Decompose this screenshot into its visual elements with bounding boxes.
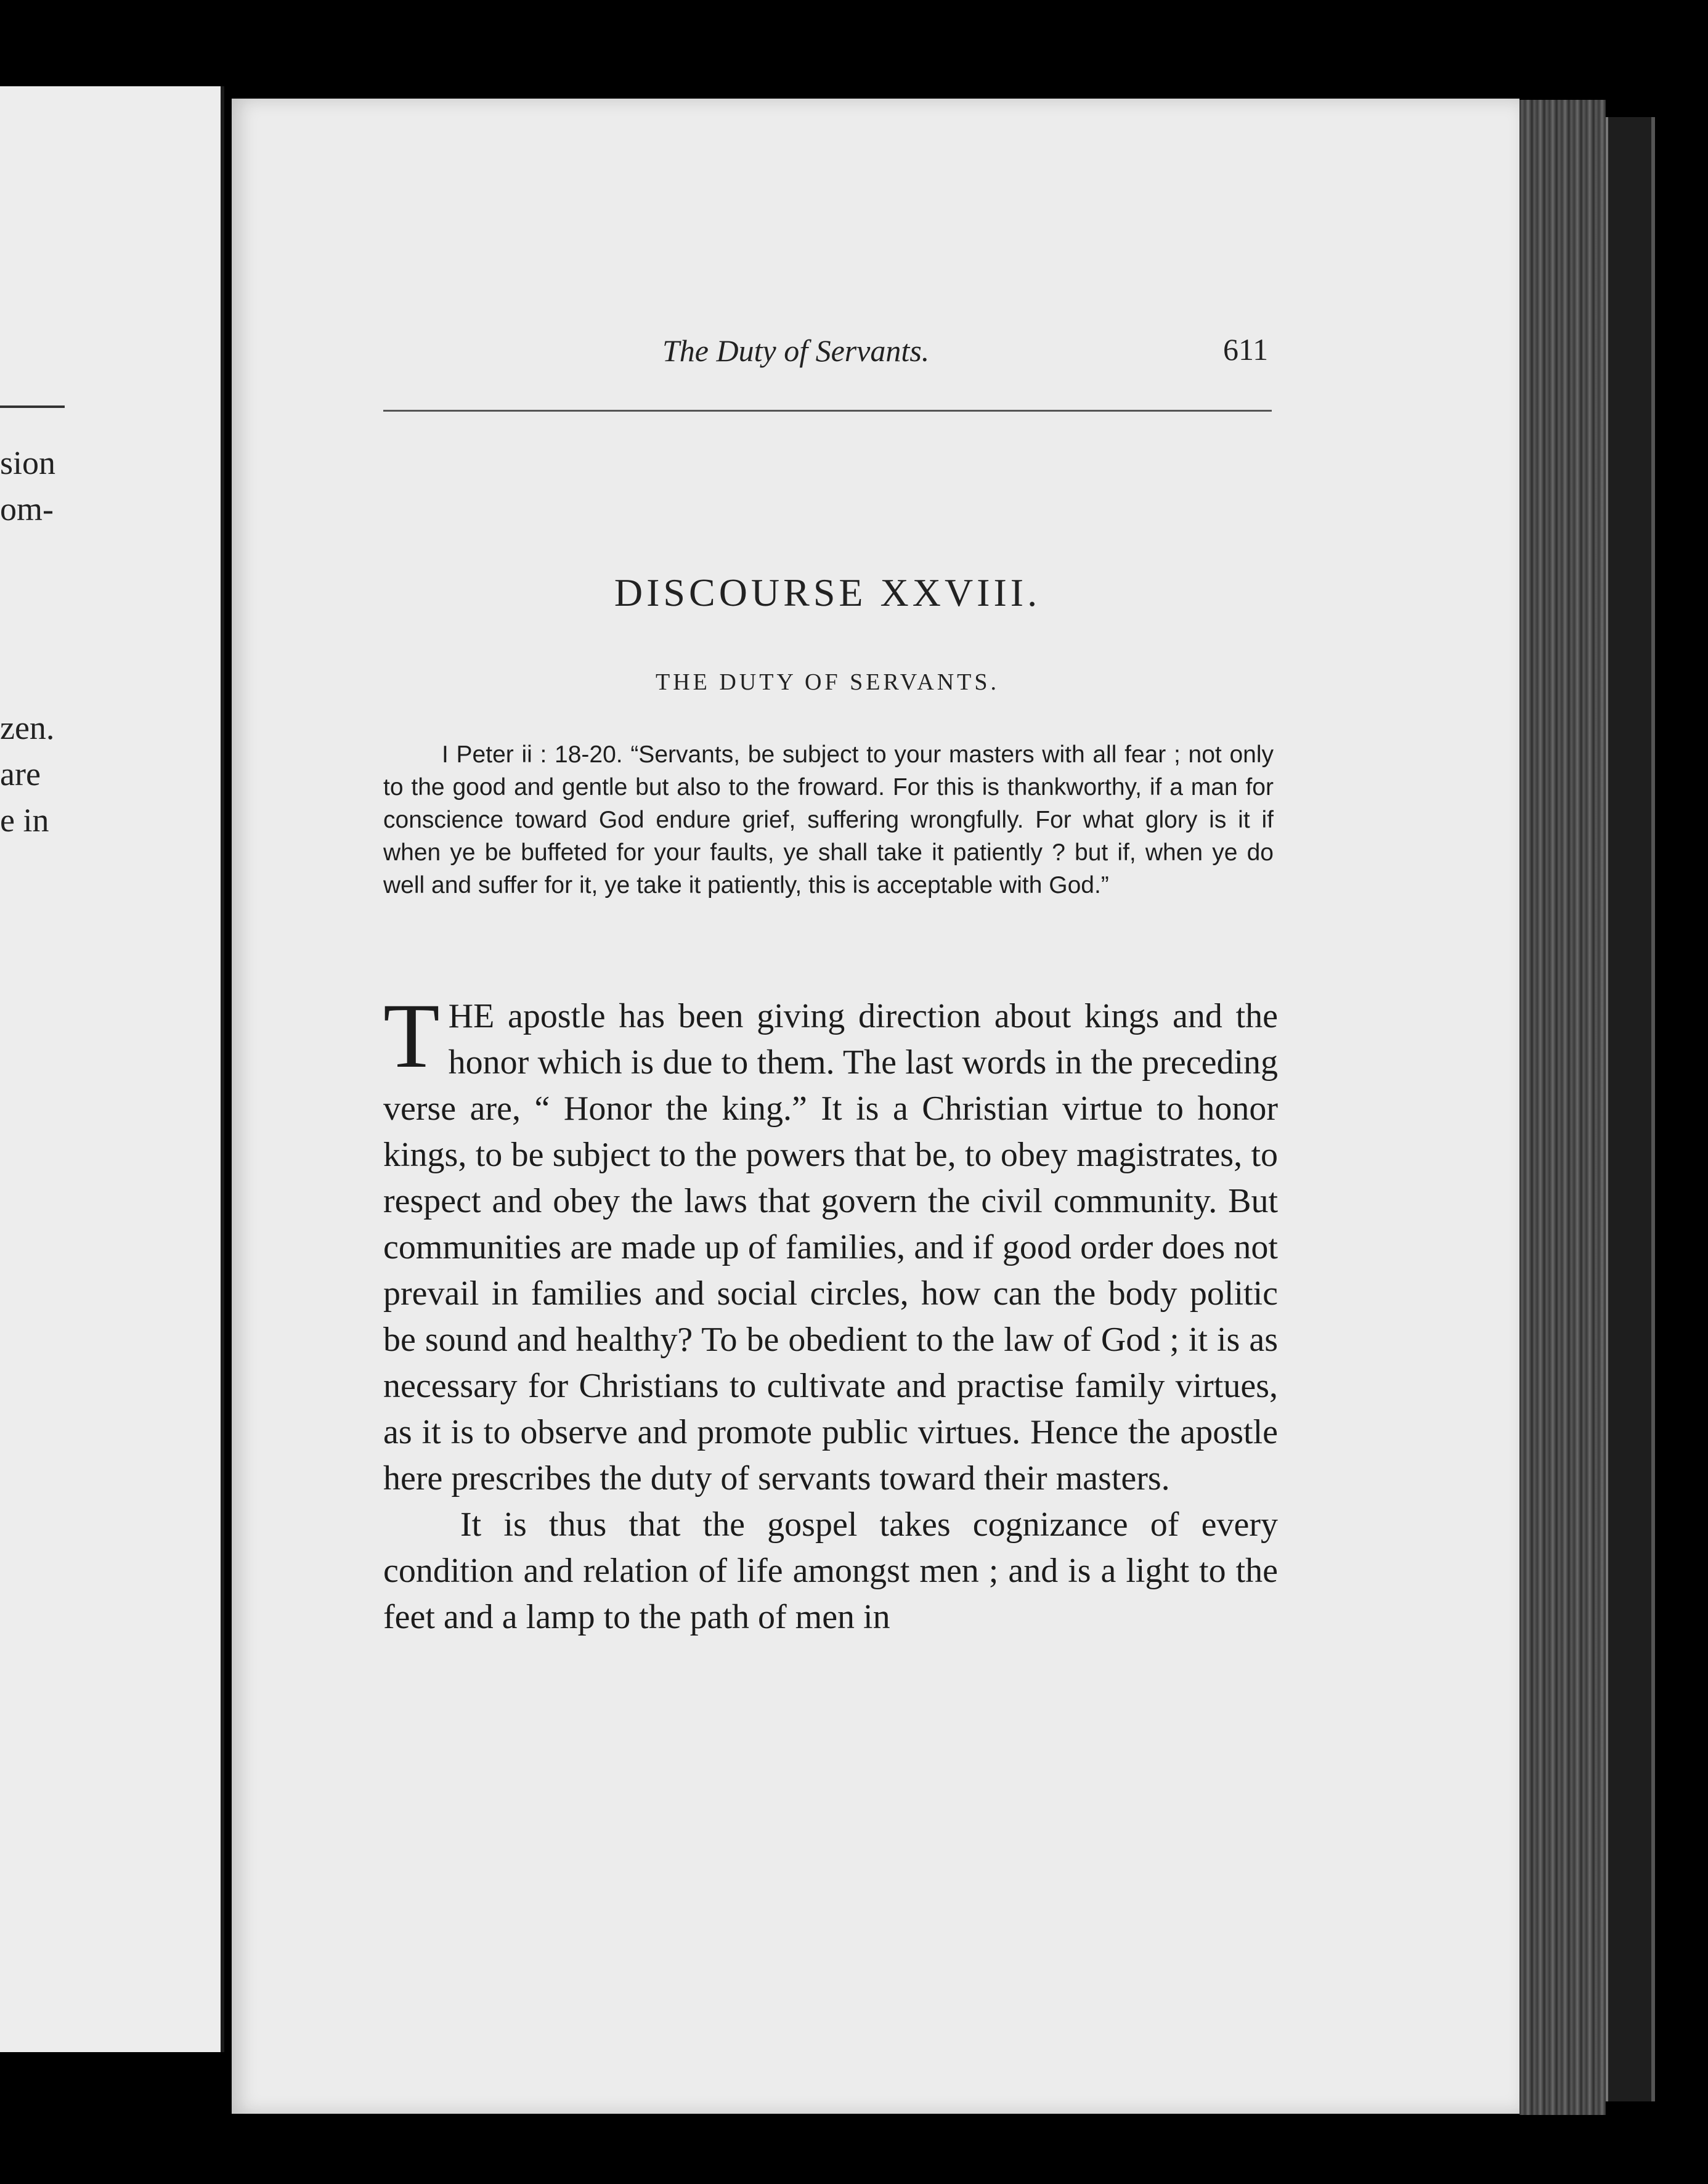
book-cover-edge	[1606, 117, 1655, 2101]
paragraph-1	[383, 985, 1278, 1502]
page-number: 611	[1223, 332, 1269, 367]
paragraph-1-text: HE apostle has been giving direction about kings and the honor which is due to them. The last words in the preceding verse are, “ Honor the king.” It is a Christian virtue to honor kings, to be subject to the powers that be, to obey magistrates, to respect and obey the laws that govern the civil community. But communities are made up of families, and if good order does not prevail in families and social circles, how can the body politic be sound and healthy? To be obedient to the law of God ; it is as necessary for Christians to cultivate and practise family virtues, as it is to observe and promote public virtues. Hence the apostle here prescribes the duty of servants toward their masters.	[383, 997, 1278, 1497]
paragraph-2: It is thus that the gospel takes cognizance of every condition and relation of life amongst men ; and is a light to the feet and a lamp to the path of men in	[383, 1506, 1278, 1636]
discourse-subtitle: THE DUTY OF SERVANTS.	[656, 669, 999, 695]
facing-page-fragment: om-	[0, 491, 54, 528]
discourse-title: DISCOURSE XXVIII.	[614, 571, 1041, 614]
facing-page-fragment: sion	[0, 444, 56, 481]
header-rule	[383, 410, 1272, 412]
facing-page-fragment: e in	[0, 802, 49, 839]
drop-cap: T	[383, 985, 440, 1087]
facing-page-fragment: zen.	[0, 709, 55, 746]
page-edges	[1519, 100, 1606, 2115]
facing-page-fragment: are	[0, 756, 41, 793]
body-text	[383, 985, 1278, 1640]
facing-page-rule	[0, 405, 65, 408]
scripture-epigraph: I Peter ii : 18-20. “Servants, be subject to your masters with all fear ; not only to the good and gentle but also to the froward. For this is thankworthy, if a man for conscience toward God endure grief, suffering wrongfully. For what glory is it if when ye be buffeted for your faults, ye shall take it patiently ? but if, when ye do well and suffer for it, ye take it patiently, this is acceptable with God.”	[383, 741, 1274, 898]
facing-page	[0, 86, 224, 2052]
running-title: The Duty of Servants.	[662, 333, 930, 368]
